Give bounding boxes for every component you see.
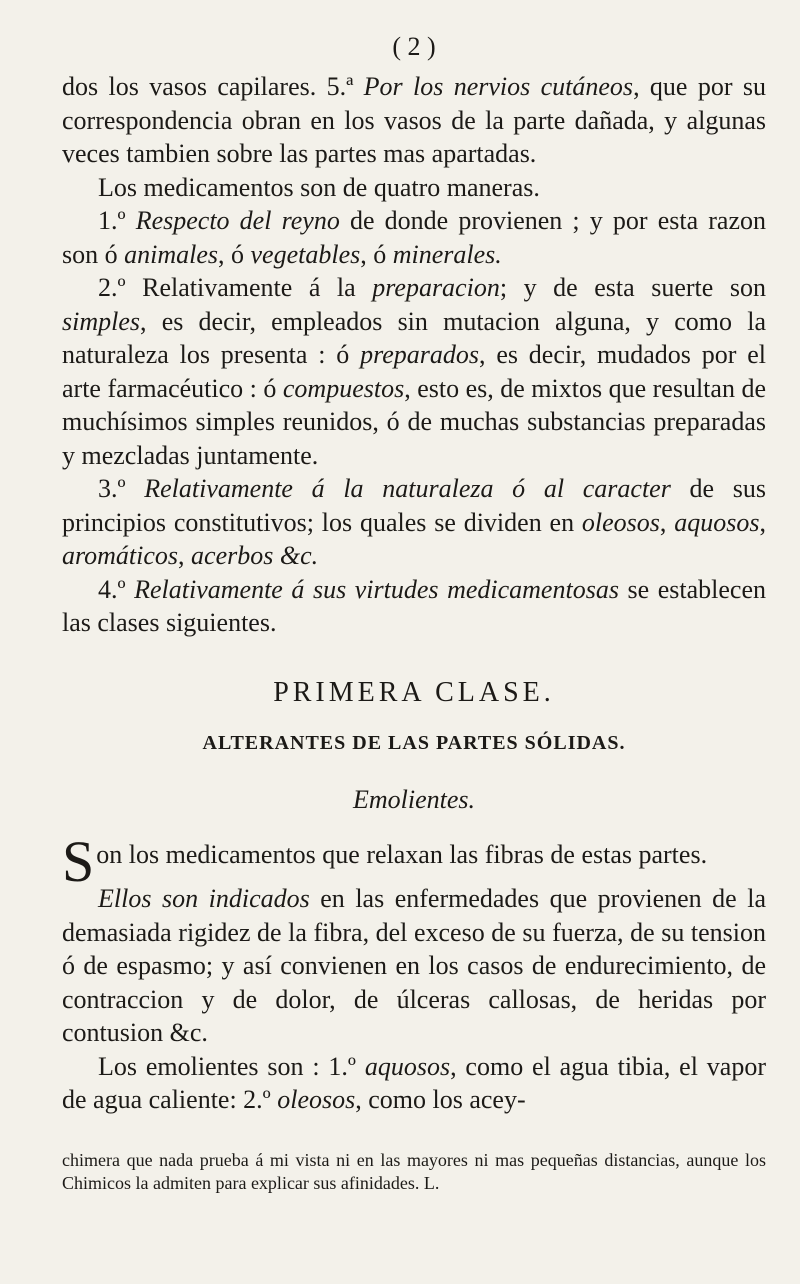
section-heading: ALTERANTES DE LAS PARTES SÓLIDAS. — [202, 732, 626, 754]
page-number: ( 2 ) — [392, 32, 436, 61]
subsection-heading: Emolientes. — [352, 784, 476, 814]
paragraph: Los medicamentos son de quatro maneras. — [98, 172, 540, 202]
paragraph: Son los medicamentos que relaxan las fibras de estas partes. — [62, 829, 708, 894]
drop-cap: S — [62, 829, 95, 894]
paragraph: Ellos son indicados en las enfermedades que provienen de la demasiada rigidez de la fibra, del exceso de su fuerza, de su tension ó de espasmo; y así convienen en los casos de endurecimiento, de contraccion y de dolor, de úlceras callosas, de heridas por contusion &c. — [62, 884, 767, 1047]
main-text — [62, 70, 766, 1117]
paragraph: dos los vasos capilares. 5.ª Por los nervios cutáneos, que por su correspondencia obran en los vasos de la parte dañada, y algunas veces tambien sobre las partes mas apartadas. — [62, 72, 766, 168]
class-heading: PRIMERA CLASE. — [273, 676, 555, 708]
paragraph: 1.º Respecto del reyno de donde provienen ; y por esta razon son ó animales, ó vegetables, ó minerales. — [62, 206, 767, 269]
paragraph: 2.º Relativamente á la preparacion; y de esta suerte son simples, es decir, empleados sin mutacion alguna, y como la naturaleza los presenta : ó preparados, es decir, mudados por el arte farmacéutico : ó compuestos, esto es, de mixtos que resultan de muchísimos simples reunidos, ó de muchas substancias preparadas y mezcladas juntamente. — [62, 273, 766, 470]
paragraph: 3.º Relativamente á la naturaleza ó al caracter de sus principios constitutivos; los quales se dividen en oleosos, aquosos, aromáticos, acerbos &c. — [62, 474, 766, 570]
paragraph: Los emolientes son : 1.º aquosos, como el agua tibia, el vapor de agua caliente: 2.º oleosos, como los acey- — [62, 1051, 766, 1114]
footnote: chimera que nada prueba á mi vista ni en las mayores ni mas pequeñas distancias, aunque los Chimicos la admiten para explicar sus afinidades. L. — [62, 1149, 766, 1193]
paragraph: 4.º Relativamente á sus virtudes medicamentosas se establecen las clases siguientes. — [62, 574, 766, 637]
